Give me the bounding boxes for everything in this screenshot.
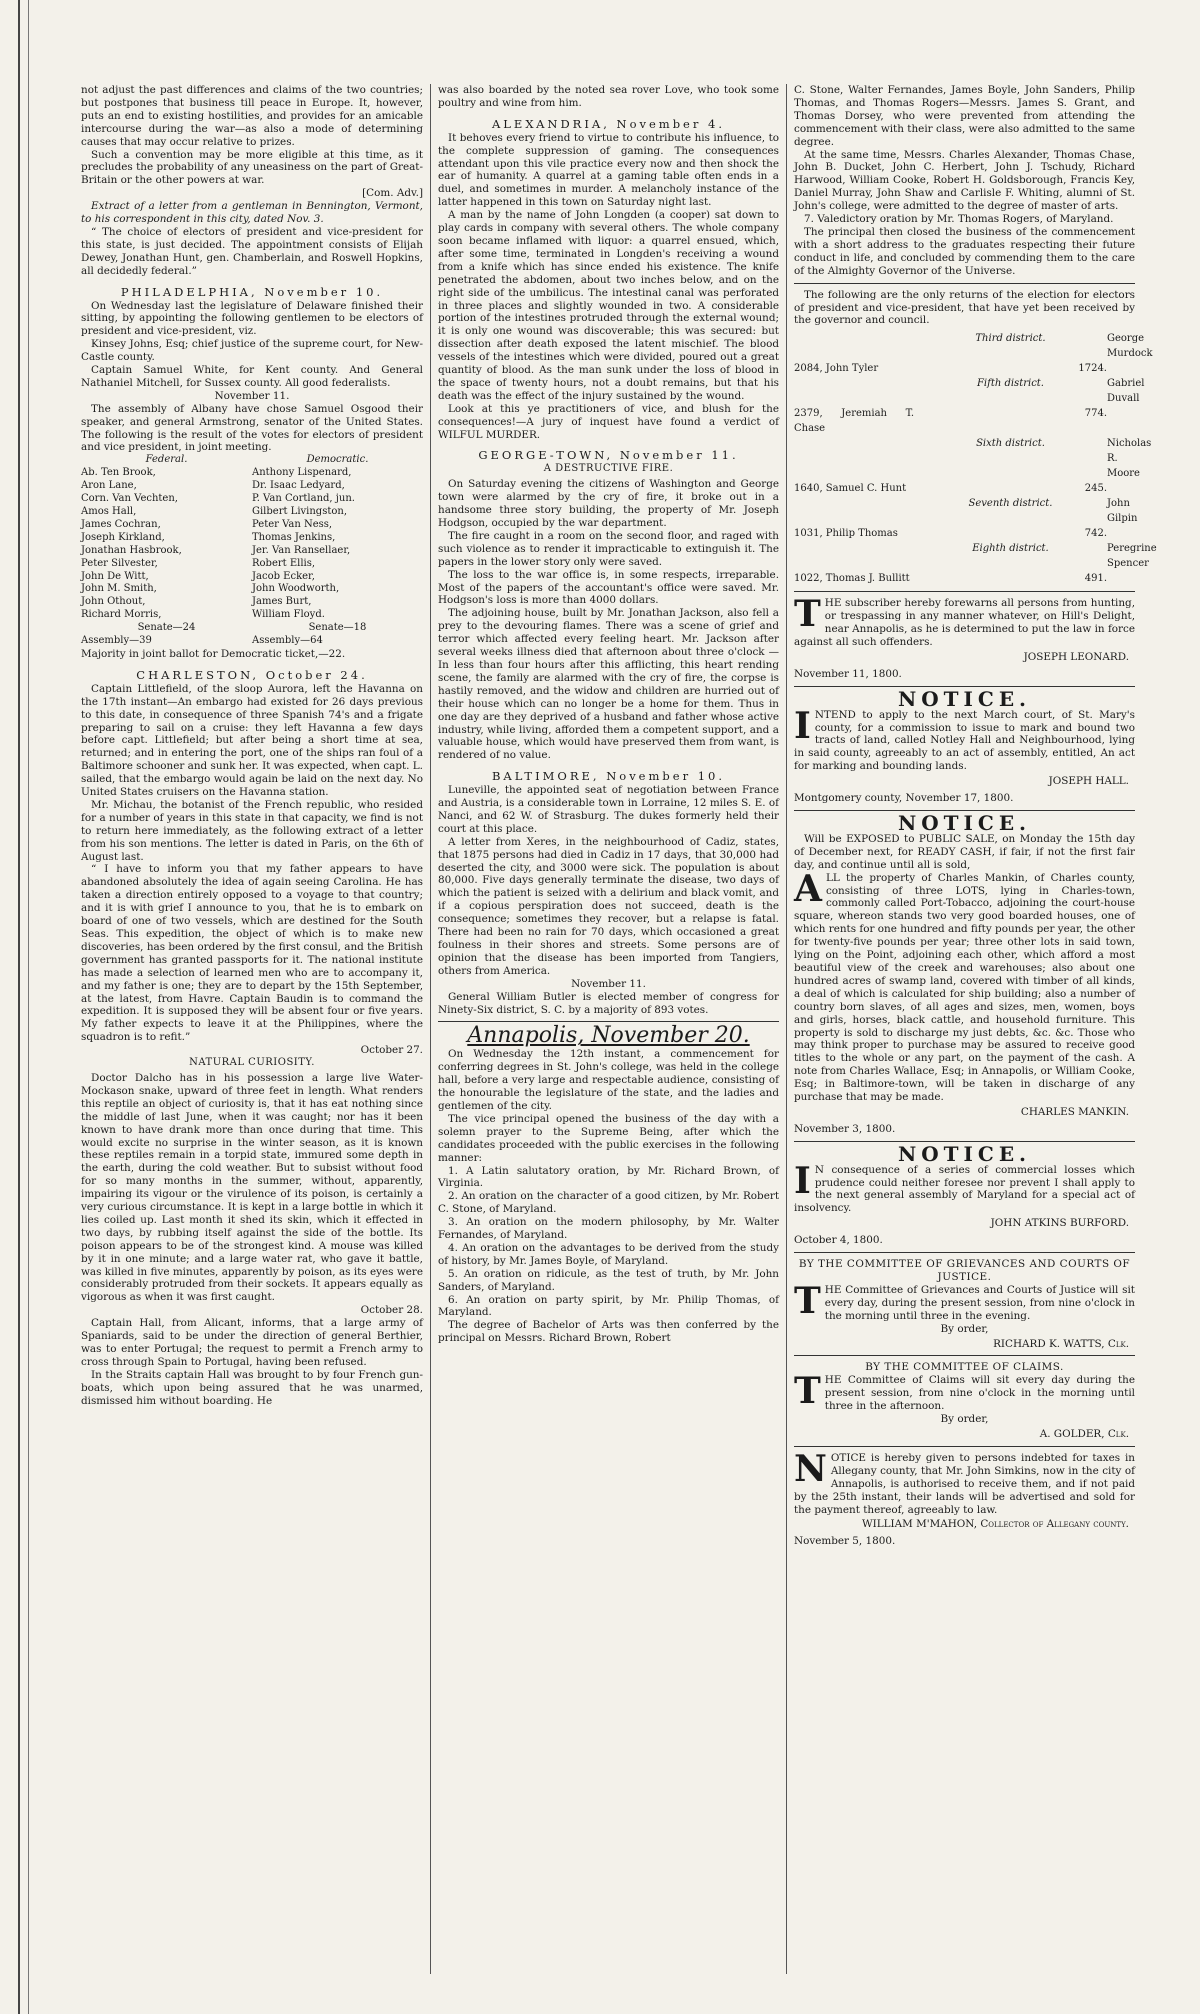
paragraph: 7. Valedictory oration by Mr. Thomas Rogers, of Maryland. xyxy=(804,213,1114,226)
list-item: Assembly—64 xyxy=(252,635,323,647)
drop-cap: N xyxy=(794,1447,827,1490)
advert-claims xyxy=(794,1361,1135,1440)
candidate-b: 2084, John Tyler xyxy=(794,363,879,375)
list-item: Senate—24 xyxy=(137,622,196,634)
federal-list xyxy=(81,454,252,648)
paragraph: A man by the name of John Longden (a cooper) sat down to play cards in company with several others. The whole company soon became inflamed with liquor: a quarrel ensued, which, after some time, terminated in Longden's receiving a wound from a knife which has since ended his existence. The knife penetrated the abdomen, about two inches below, and on the right side of the umbilicus. The intestinal canal was perforated in three places and slightly wounded in two. A considerable portion of the intestines protruded through the external wound; it is only one wound was discoverable; this was secured: but dissection after death exposed the latent mischief. The blood vessels of the intestines which were divided, poured out a great quantity of blood. As the man sunk under the loss of blood in the space of twenty hours, not a doubt remains, but that his death was the effect of the injury sustained by the wound. xyxy=(438,209,779,402)
advert-hall xyxy=(794,704,1135,805)
paragraph: 5. An oration on ridicule, as the test of truth, by Mr. John Sanders, of Maryland. xyxy=(438,1267,779,1293)
paragraph: General William Butler is elected member of congress for Ninety-Six district, S. C. by a majority of 893 votes. xyxy=(438,990,779,1016)
notice-heading: NOTICE. xyxy=(897,811,1032,835)
paragraph: 4. An oration on the advantages to be derived from the study of history, by Mr. James Boyle, of Maryland. xyxy=(438,1241,779,1267)
paragraph: Kinsey Johns, Esq; chief justice of the supreme court, for New-Castle county. xyxy=(81,338,423,364)
paragraph: “ I have to inform you that my father appears to have abandoned absolutely the idea of again seeing Carolina. He has taken a direction entirely opposed to a voyage to that country; and it is with grief I announce to you, that he is to embark on board of one of two vessels, which are destined for the South Seas. This expedition, the object of which is to make new discoveries, has been ordered by the first consul, and the British government has granted passports for it. The national institute has made a selection of learned men who are to accompany it, and my father is one; they are to depart by the 15th September, at the latest, from Havre. Captain Baudin is to command the expedition. It is supposed they will be absent four or five years. My father expects to leave it at the Philippines, where the squadron is to refit.” xyxy=(81,863,423,1044)
paragraph: Mr. Michau, the botanist of the French republic, who resided for a number of years in this state in that capacity, we find is not to return here immediately, as the following extract of a letter from his son mentions. The letter is dated in Paris, on the 6th of August last. xyxy=(81,798,423,863)
paragraph: 6. An oration on party spirit, by Mr. Philip Thomas, of Maryland. xyxy=(438,1293,779,1319)
paragraph: It behoves every friend to virtue to contribute his influence, to the complete suppression of gaming. The consequences attendant upon this vile practice every now and then shock the ear of humanity. A quarrel at a gaming table often ends in a duel, and sometimes in murder. A melancholy instance of the latter happened in this town on Saturday night last. xyxy=(438,131,779,209)
paragraph: C. Stone, Walter Fernandes, James Boyle, John Sanders, Philip Thomas, and Thomas Rogers—Messrs. James S. Grant, and Thomas Dorsey, who were prevented from attending the commencement with their class, were also admitted to the same degree. xyxy=(794,84,1135,148)
paragraph: Such a convention may be more eligible at this time, as it precludes the probability of any uneasiness on the part of Great-Britain or the other powers at war. xyxy=(81,148,423,187)
vote-count: 742. xyxy=(1084,528,1107,540)
list-item: Robert Ellis, xyxy=(252,557,316,569)
district-label: Sixth district. xyxy=(976,438,1045,450)
elector-table xyxy=(81,454,423,648)
divider xyxy=(794,1446,1135,1447)
by-order: By order, xyxy=(940,1322,989,1335)
list-item: John Othout, xyxy=(81,596,146,608)
dateline-baltimore: BALTIMORE, November 10. xyxy=(491,769,726,784)
advert-grievances xyxy=(794,1258,1135,1350)
advert-text: Will be EXPOSED to PUBLIC SALE, on Monday the 15th day of December next, for READY CASH, if fair, if not the first fair day, and continue until all is sold, xyxy=(794,832,1135,871)
divider xyxy=(794,1252,1135,1253)
by-order: By order, xyxy=(940,1413,989,1426)
dateline-charleston: CHARLESTON, October 24. xyxy=(136,667,368,682)
list-item: Senate—18 xyxy=(308,622,367,634)
advert-date: Montgomery county, November 17, 1800. xyxy=(794,792,1014,805)
candidate-b: 1022, Thomas J. Bullitt xyxy=(794,573,910,585)
column-2 xyxy=(430,84,786,1974)
candidate-a: Nicholas R. Moore xyxy=(1107,438,1152,480)
date-line: October 28. xyxy=(360,1304,423,1317)
advert-date: November 11, 1800. xyxy=(794,667,902,680)
paragraph: Captain Hall, from Alicant, informs, that a large army of Spaniards, said to be under the direction of general Berthier, was to enter Portugal; the request to permit a French army to cross through Spain to Portugal, having been refused. xyxy=(81,1317,423,1368)
advert-date: October 4, 1800. xyxy=(794,1234,883,1247)
signature: RICHARD K. WATTS, Clk. xyxy=(993,1337,1129,1350)
paragraph: “ The choice of electors of president and vice-president for this state, is just decided. The appointment consists of Elijah Dewey, Jonathan Hunt, gen. Chamberlain, and Roswell Hopkins, all decidedly federal.” xyxy=(81,225,423,277)
notice-heading: NOTICE. xyxy=(897,1141,1032,1166)
column-3 xyxy=(786,84,1157,1974)
list-item: James Burt, xyxy=(252,596,312,608)
candidate-a: John Gilpin xyxy=(1107,498,1138,525)
paragraph: was also boarded by the noted sea rover Love, who took some poultry and wine from him. xyxy=(438,84,779,109)
date-line: October 27. xyxy=(360,1044,423,1057)
drop-cap: I xyxy=(794,1159,811,1202)
list-item: John Woodworth, xyxy=(252,583,340,595)
paragraph: A letter from Xeres, in the neighbourhood of Cadiz, states, that 1875 persons had died in Cadiz in 17 days, that 30,000 had deserted the city, and 3000 were sick. The population is about 80,000. Five days generally terminate the disease, two days of which the patient is seized with a delirium and black vomit, and if a copious perspiration does not succeed, death is the consequence; sometimes they recover, but a relapse is fatal. There had been no rain for 70 days, which occasioned a great foulness in their shores and streets. Some persons are of opinion that the disease has been imported from Tangiers, others from America. xyxy=(438,835,779,977)
credit: [Com. Adv.] xyxy=(362,187,423,200)
candidate-b: 2379, Jeremiah T. Chase xyxy=(794,408,914,435)
notice-heading: NOTICE. xyxy=(897,686,1032,711)
list-item: Assembly—39 xyxy=(81,635,152,647)
list-item: Corn. Van Vechten, xyxy=(81,493,178,505)
candidate-b: 1031, Philip Thomas xyxy=(794,528,898,540)
signature: CHARLES MANKIN. xyxy=(1020,1105,1129,1118)
candidate-a: George Murdock xyxy=(1107,333,1153,360)
list-item: Thomas Jenkins, xyxy=(252,531,336,543)
vote-count: 245. xyxy=(1084,483,1107,495)
list-item: Peter Van Ness, xyxy=(252,518,333,530)
advert-text: NTEND to apply to the next March court, of St. Mary's county, for a commission to issue to mark and bound two tracts of land, called Notley Hall and Neighbourhood, lying in said county, agreeably to an act of assembly, entitled, An act for marking and bounding lands. xyxy=(794,708,1135,773)
paragraph: On Wednesday the 12th instant, a commencement for conferring degrees in St. John's college, was held in the college hall, before a very large and respectable audience, consisting of the honourable the legislature of the state, and the ladies and gentlemen of the city. xyxy=(438,1048,779,1112)
paragraph: Look at this ye practitioners of vice, and blush for the consequences!—A jury of inquest have found a verdict of WILFUL MURDER. xyxy=(438,402,779,441)
advert-text: HE Committee of Grievances and Courts of Justice will sit every day, during the present session, from nine o'clock in the morning until three in the evening. xyxy=(824,1283,1135,1322)
paragraph: The loss to the war office is, in some respects, irreparable. Most of the papers of the accountant's office were saved. Mr. Hodgson's loss is more than 4000 dollars. xyxy=(438,568,779,607)
paragraph: Captain Samuel White, for Kent county. And General Nathaniel Mitchell, for Sussex county. All good federalists. xyxy=(81,364,423,389)
signature: A. GOLDER, Clk. xyxy=(1039,1427,1129,1440)
divider xyxy=(794,1355,1135,1356)
federal-heading: Federal. xyxy=(145,454,188,466)
drop-cap: A xyxy=(794,867,822,910)
divider xyxy=(794,283,1135,284)
advert-text: OTICE is hereby given to persons indebted for taxes in Allegany county, that Mr. John Simkins, now in the city of Annapolis, is authorised to receive them, and if not paid by the 25th instant, their lands will be advertised and sold for the payment thereof, agreeably to law. xyxy=(794,1451,1135,1516)
paragraph: 2. An oration on the character of a good citizen, by Mr. Robert C. Stone, of Maryland. xyxy=(438,1190,779,1216)
drop-cap: T xyxy=(794,593,821,636)
divider xyxy=(794,591,1135,592)
advert-leonard xyxy=(794,593,1135,680)
advert-text: HE Committee of Claims will sit every day during the present session, from nine o'clock in the morning until three in the afternoon. xyxy=(824,1374,1135,1413)
extract-heading: Extract of a letter from a gentleman in Bennington, Vermont, to his correspondent in this city, dated Nov. 3. xyxy=(81,200,423,226)
paragraph: The vice principal opened the business of the day with a solemn prayer to the Supreme Being, after which the candidates proceeded with the public exercises in the following manner: xyxy=(438,1112,779,1164)
paragraph: The assembly of Albany have chose Samuel Osgood their speaker, and general Armstrong, senator of the United States. The following is the result of the votes for electors of president and vice president, in joint meeting. xyxy=(81,402,423,454)
list-item: Amos Hall, xyxy=(81,506,137,517)
paragraph: The fire caught in a room on the second floor, and raged with such violence as to render it impracticable to extinguish it. The papers in the lower story only were saved. xyxy=(438,529,779,568)
subheading: NATURAL CURIOSITY. xyxy=(189,1057,315,1069)
signature: WILLIAM M'MAHON, Collector of Allegany county. xyxy=(861,1518,1129,1531)
advert-burford xyxy=(794,1159,1135,1247)
dateline-george-town: GEORGE-TOWN, November 11. xyxy=(478,448,739,463)
column-1 xyxy=(74,84,430,1974)
date-line: November 11. xyxy=(571,977,646,990)
date-line: November 11. xyxy=(214,389,290,402)
vote-count: 1724. xyxy=(1078,363,1107,375)
list-item: John M. Smith, xyxy=(81,583,157,595)
advert-heading: BY THE COMMITTEE OF CLAIMS. xyxy=(865,1361,1064,1374)
list-item: Ab. Ten Brook, xyxy=(81,467,156,479)
signature: JOSEPH HALL. xyxy=(1048,775,1129,788)
divider xyxy=(438,1021,779,1022)
advert-date: November 5, 1800. xyxy=(794,1535,896,1548)
list-item: Jer. Van Ransellaer, xyxy=(252,544,351,556)
paragraph: The adjoining house, built by Mr. Jonathan Jackson, also fell a prey to the devouring flames. There was a scene of grief and terror which affected every feeling heart. Mr. Jackson after several weeks illness died that afternoon about three o'clock —In less than four hours after this afflicting, this heart rending scene, the family are alarmed with the cry of fire, the corpse is hastily removed, and the widow and children are hurried out of their house which can no longer be a home for them. Thus in one day are they deprived of a husband and father whose active industry, while living, afforded them a competent support, and a valuable house, which would have preserved them from want, is rendered of no value. xyxy=(438,607,779,762)
paragraph: 1. A Latin salutatory oration, by Mr. Richard Brown, of Virginia. xyxy=(438,1164,779,1190)
candidate-b: 1640, Samuel C. Hunt xyxy=(794,483,907,495)
district-label: Third district. xyxy=(975,333,1046,345)
paragraph: not adjust the past differences and claims of the two countries; but postpones that business till peace in Europe. It, however, puts an end to existing hostilities, and provides for an amicable intercourse during the war—as also a mode of determining causes that may occur relative to prizes. xyxy=(81,84,423,148)
paragraph: The degree of Bachelor of Arts was then conferred by the principal on Messrs. Richard Brown, Robert xyxy=(438,1319,779,1345)
list-item: Anthony Lispenard, xyxy=(252,467,352,479)
list-item: Jacob Ecker, xyxy=(252,570,315,582)
list-item: Gilbert Livingston, xyxy=(252,506,347,517)
list-item: P. Van Cortland, jun. xyxy=(252,493,355,505)
candidate-a: Peregrine Spencer xyxy=(1107,543,1157,570)
list-item: Dr. Isaac Ledyard, xyxy=(252,480,345,492)
advert-mankin xyxy=(794,833,1135,1136)
democratic-list xyxy=(252,454,423,648)
paragraph: At the same time, Messrs. Charles Alexander, Thomas Chase, John B. Ducket, John C. Herbert, John J. Tschudy, Richard Harwood, William Cooke, Robert H. Goldsborough, Francis Key, Daniel Murray, John Shaw and Carlisle F. Whiting, alumni of St. John's college, were admitted to the degree of master of arts. xyxy=(794,148,1135,213)
candidate-a: Gabriel Duvall xyxy=(1107,378,1145,405)
district-label: Eighth district. xyxy=(972,543,1049,555)
paragraph: 3. An oration on the modern philosophy, by Mr. Walter Fernandes, of Maryland. xyxy=(438,1216,779,1242)
list-item: William Floyd. xyxy=(252,609,325,621)
advert-text: LL the property of Charles Mankin, of Charles county, consisting of three LOTS, lying in Charles-town, commonly called Port-Tobacco, adjoining the court-house square, whereon stands two very good boarded houses, one of which rents for one hundred and fifty pounds per year, the other for twenty-five pounds per year; three other lots in said town, lying on the Point, adjoining each other, which afford a most beautiful view of the creek and warehouses; also about one hundred acres of swamp land, covered with timber of all kinds, a deal of which is calculated for ship building; also a number of country born slaves, of all ages and sizes, men, women, boys and girls, horses, black cattle, and household furniture. This property is sold to discharge my just debts, &c. &c. Those who may think proper to purchase may be assured to receive good titles to the whole or any part, on the payment of the cash. A note from Charles Wallace, Esq; in Annapolis, or William Cooke, Esq; in Baltimore-town, will be taken in discharge of any purchase that may be made. xyxy=(794,871,1135,1104)
paragraph: Doctor Dalcho has in his possession a large live Water-Mockason snake, upward of three feet in length. What renders this reptile an object of curiosity is, that it has eat nothing since the middle of last June, when it was caught; nor has it been known to have drank more than once during that time. This would excite no surprise in the winter season, as it is known these reptiles remain in a torpid state, immured some depth in the earth, during the cold weather. But to subsist without food for so many months in the summer, without, apparently, impairing its vigour or the virulence of its poison, is certainly a very curious circumstance. It is kept in a large bottle in which it lies coiled up. Last month it shed its skin, which it effected in two days, by rubbing itself against the side of the bottle. Its poison appears to be of the strongest kind. A mouse was killed by it in one minute; and a large water rat, who gave it battle, was killed in five minutes, apparently by poison, as its eyes were considerably protruded from their sockets. It appears equally as vigorous as when it was first caught. xyxy=(81,1071,423,1304)
binding-margin xyxy=(18,0,29,2014)
paragraph: Captain Littlefield, of the sloop Aurora, left the Havanna on the 17th instant—An embargo had existed for 26 days previous to this date, in consequence of three Spanish 74's and a frigate preparing to sail on a cruise: they left Havanna a few days before capt. Littlefield; but after being a short time at sea, returned; and in entering the port, one of the ships ran foul of a Baltimore schooner and sunk her. It was expected, when capt. L. sailed, that the embargo would again be laid on the next day. No United States cruisers on the Havanna station. xyxy=(81,682,423,799)
list-item: James Cochran, xyxy=(81,518,161,530)
list-item: Richard Morris, xyxy=(81,609,162,621)
district-label: Seventh district. xyxy=(968,498,1053,510)
district-label: Fifth district. xyxy=(976,378,1044,390)
drop-cap: T xyxy=(794,1370,821,1413)
democratic-heading: Democratic. xyxy=(306,454,369,466)
list-item: John De Witt, xyxy=(81,570,149,582)
paragraph: On Wednesday last the legislature of Delaware finished their sitting, by appointing the following gentlemen to be electors of president and vice-president, viz. xyxy=(81,299,423,338)
advert-heading: BY THE COMMITTEE OF GRIEVANCES AND COURTS OF JUSTICE. xyxy=(798,1258,1131,1283)
dateline-annapolis: Annapolis, November 20. xyxy=(467,1023,750,1049)
list-item: Joseph Kirkland, xyxy=(81,531,165,543)
drop-cap: I xyxy=(794,704,811,747)
signature: JOHN ATKINS BURFORD. xyxy=(990,1217,1129,1230)
paragraph: On Saturday evening the citizens of Washington and George town were alarmed by the cry of fire, it broke out in a handsome three story building, the property of Mr. Joseph Hodgson, occupied by the war department. xyxy=(438,478,779,529)
dateline-philadelphia: PHILADELPHIA, November 10. xyxy=(120,284,384,299)
paragraph: The following are the only returns of the election for electors of president and vice-president, that have yet been received by the governor and council. xyxy=(794,288,1135,327)
dateline-alexandria: ALEXANDRIA, November 4. xyxy=(491,116,725,131)
list-item: Aron Lane, xyxy=(81,480,137,492)
advert-taxes xyxy=(794,1447,1135,1548)
drop-cap: T xyxy=(794,1279,821,1322)
election-returns xyxy=(794,331,1157,586)
advert-date: November 3, 1800. xyxy=(794,1122,896,1135)
list-item: Peter Silvester, xyxy=(81,557,158,569)
advert-text: HE subscriber hereby forewarns all persons from hunting, or trespassing in any manner whatever, on Hill's Delight, near Annapolis, as he is determined to put the law in force against all such offenders. xyxy=(794,597,1135,649)
paragraph: Luneville, the appointed seat of negotiation between France and Austria, is a considerable town in Lorraine, 12 miles S. E. of Nanci, and 62 W. of Strasburg. The dukes formerly held their court at this place. xyxy=(438,784,779,835)
signature: JOSEPH LEONARD. xyxy=(1023,650,1129,663)
paragraph: Majority in joint ballot for Democratic ticket,—22. xyxy=(81,647,346,660)
paragraph: In the Straits captain Hall was brought to by four French gun-boats, which upon being assured that he was unarmed, dismissed him without boarding. He xyxy=(81,1368,423,1407)
advert-text: N consequence of a series of commercial losses which prudence could neither foresee nor prevent I shall apply to the next general assembly of Maryland for a special act of insolvency. xyxy=(794,1163,1135,1215)
list-item: Jonathan Hasbrook, xyxy=(81,544,182,556)
vote-count: 491. xyxy=(1084,573,1107,585)
subheading: A DESTRUCTIVE FIRE. xyxy=(543,463,674,475)
paragraph: The principal then closed the business of the commencement with a short address to the graduates respecting their future conduct in life, and concluded by commending them to the care of the Almighty Governor of the Universe. xyxy=(794,225,1135,277)
vote-count: 774. xyxy=(1084,408,1107,420)
